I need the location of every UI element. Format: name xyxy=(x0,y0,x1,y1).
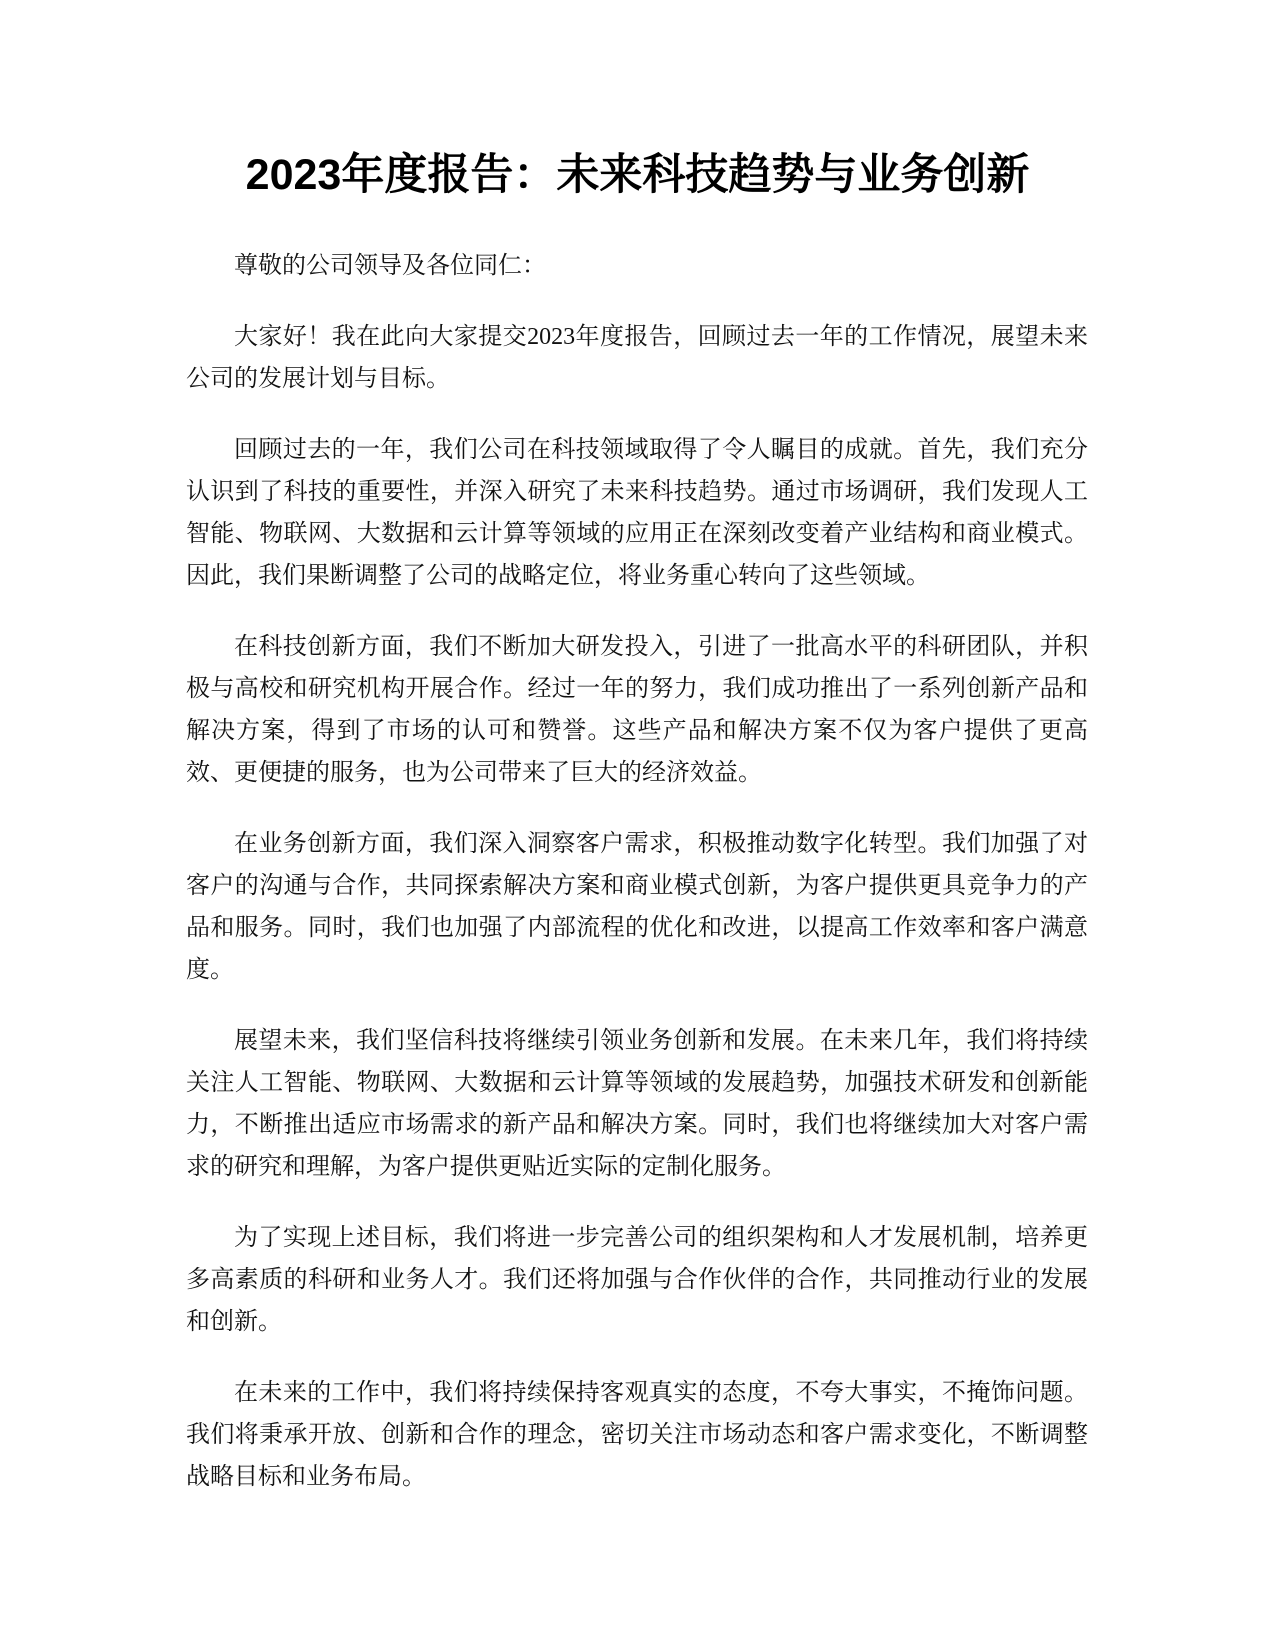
body-paragraph: 为了实现上述目标，我们将进一步完善公司的组织架构和人才发展机制，培养更多高素质的科研和业务人才。我们还将加强与合作伙伴的合作，共同推动行业的发展和创新。 xyxy=(186,1225,1088,1335)
body-paragraph: 在业务创新方面，我们深入洞察客户需求，积极推动数字化转型。我们加强了对客户的沟通与合作，共同探索解决方案和商业模式创新，为客户提供更具竞争力的产品和服务。同时，我们也加强了内部流程的优化和改进，以提高工作效率和客户满意度。 xyxy=(186,831,1088,983)
body-paragraph: 大家好！我在此向大家提交2023年度报告，回顾过去一年的工作情况，展望未来公司的发展计划与目标。 xyxy=(186,324,1088,392)
salutation-paragraph: 尊敬的公司领导及各位同仁： xyxy=(234,253,546,279)
body-paragraph: 在科技创新方面，我们不断加大研发投入，引进了一批高水平的科研团队，并积极与高校和研究机构开展合作。经过一年的努力，我们成功推出了一系列创新产品和解决方案，得到了市场的认可和赞誉。这些产品和解决方案不仅为客户提供了更高效、更便捷的服务，也为公司带来了巨大的经济效益。 xyxy=(186,634,1088,786)
body-paragraph: 回顾过去的一年，我们公司在科技领域取得了令人瞩目的成就。首先，我们充分认识到了科技的重要性，并深入研究了未来科技趋势。通过市场调研，我们发现人工智能、物联网、大数据和云计算等领域的应用正在深刻改变着产业结构和商业模式。因此，我们果断调整了公司的战略定位，将业务重心转向了这些领域。 xyxy=(186,437,1088,589)
document-title: 2023年度报告：未来科技趋势与业务创新 xyxy=(245,151,1030,199)
document-body xyxy=(186,245,1088,1527)
body-paragraph: 展望未来，我们坚信科技将继续引领业务创新和发展。在未来几年，我们将持续关注人工智能、物联网、大数据和云计算等领域的发展趋势，加强技术研发和创新能力，不断推出适应市场需求的新产品和解决方案。同时，我们也将继续加大对客户需求的研究和理解，为客户提供更贴近实际的定制化服务。 xyxy=(186,1028,1088,1180)
body-paragraph: 在未来的工作中，我们将持续保持客观真实的态度，不夸大事实，不掩饰问题。我们将秉承开放、创新和合作的理念，密切关注市场动态和客户需求变化，不断调整战略目标和业务布局。 xyxy=(186,1380,1088,1490)
